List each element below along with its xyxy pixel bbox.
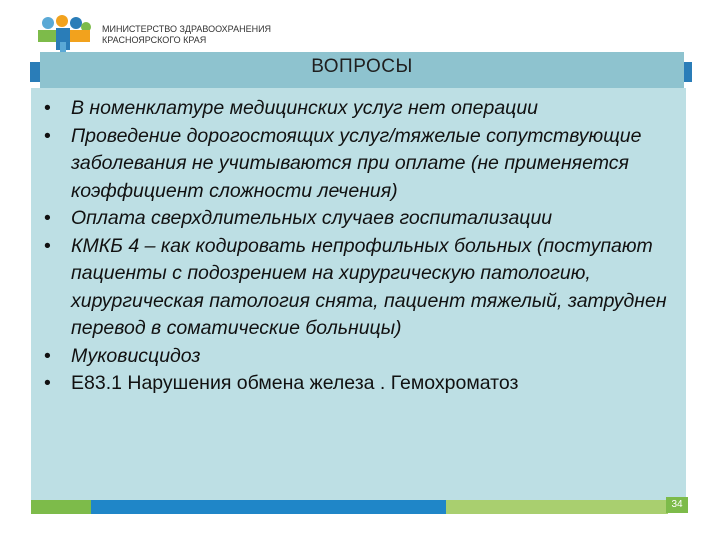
bullet-icon: • — [44, 344, 51, 367]
page-number: 34 — [666, 497, 688, 513]
footer-stripe-green — [31, 500, 91, 514]
organization-name — [102, 24, 271, 46]
footer-stripe-blue — [91, 500, 446, 514]
list-item-text: Проведение дорогостоящих услуг/тяжелые сопутствующие заболевания не учитываются при оплате (не применяется коэффициент сложности лечения) — [71, 124, 642, 202]
list-item — [44, 370, 674, 398]
bullet-icon: • — [44, 124, 51, 147]
footer-stripe-light-green — [446, 500, 668, 514]
list-item-text: Е83.1 Нарушения обмена железа . Гемохроматоз — [71, 372, 519, 394]
list-item — [44, 123, 674, 206]
bullet-icon: • — [44, 97, 51, 119]
list-item — [44, 95, 674, 123]
org-name-line1: МИНИСТЕРСТВО ЗДРАВООХРАНЕНИЯ — [102, 24, 272, 34]
list-item — [44, 343, 674, 371]
list-item-text: КМКБ 4 – как кодировать непрофильных больных (поступают пациенты с подозрением на хирургическую патологию, хирургическая патология снята, пациент тяжелый, затруднен перевод в соматические больницы) — [71, 234, 667, 339]
list-item-text: Оплата сверхдлительных случаев госпитализации — [71, 207, 553, 229]
list-item-text: Муковисцидоз — [71, 344, 201, 367]
header-accent-right — [684, 62, 692, 82]
bullet-icon: • — [44, 207, 51, 229]
list-item-text: В номенклатуре медицинских услуг нет операции — [71, 97, 539, 119]
list-item — [44, 205, 674, 233]
list-item — [44, 233, 674, 343]
header-accent-left — [30, 62, 40, 82]
question-list — [44, 95, 674, 398]
bullet-icon: • — [44, 372, 51, 394]
org-name-line2: КРАСНОЯРСКОГО КРАЯ — [102, 35, 207, 45]
slide-title: ВОПРОСЫ — [311, 56, 413, 77]
people-group-logo-icon — [34, 14, 94, 54]
bullet-icon: • — [44, 234, 51, 257]
